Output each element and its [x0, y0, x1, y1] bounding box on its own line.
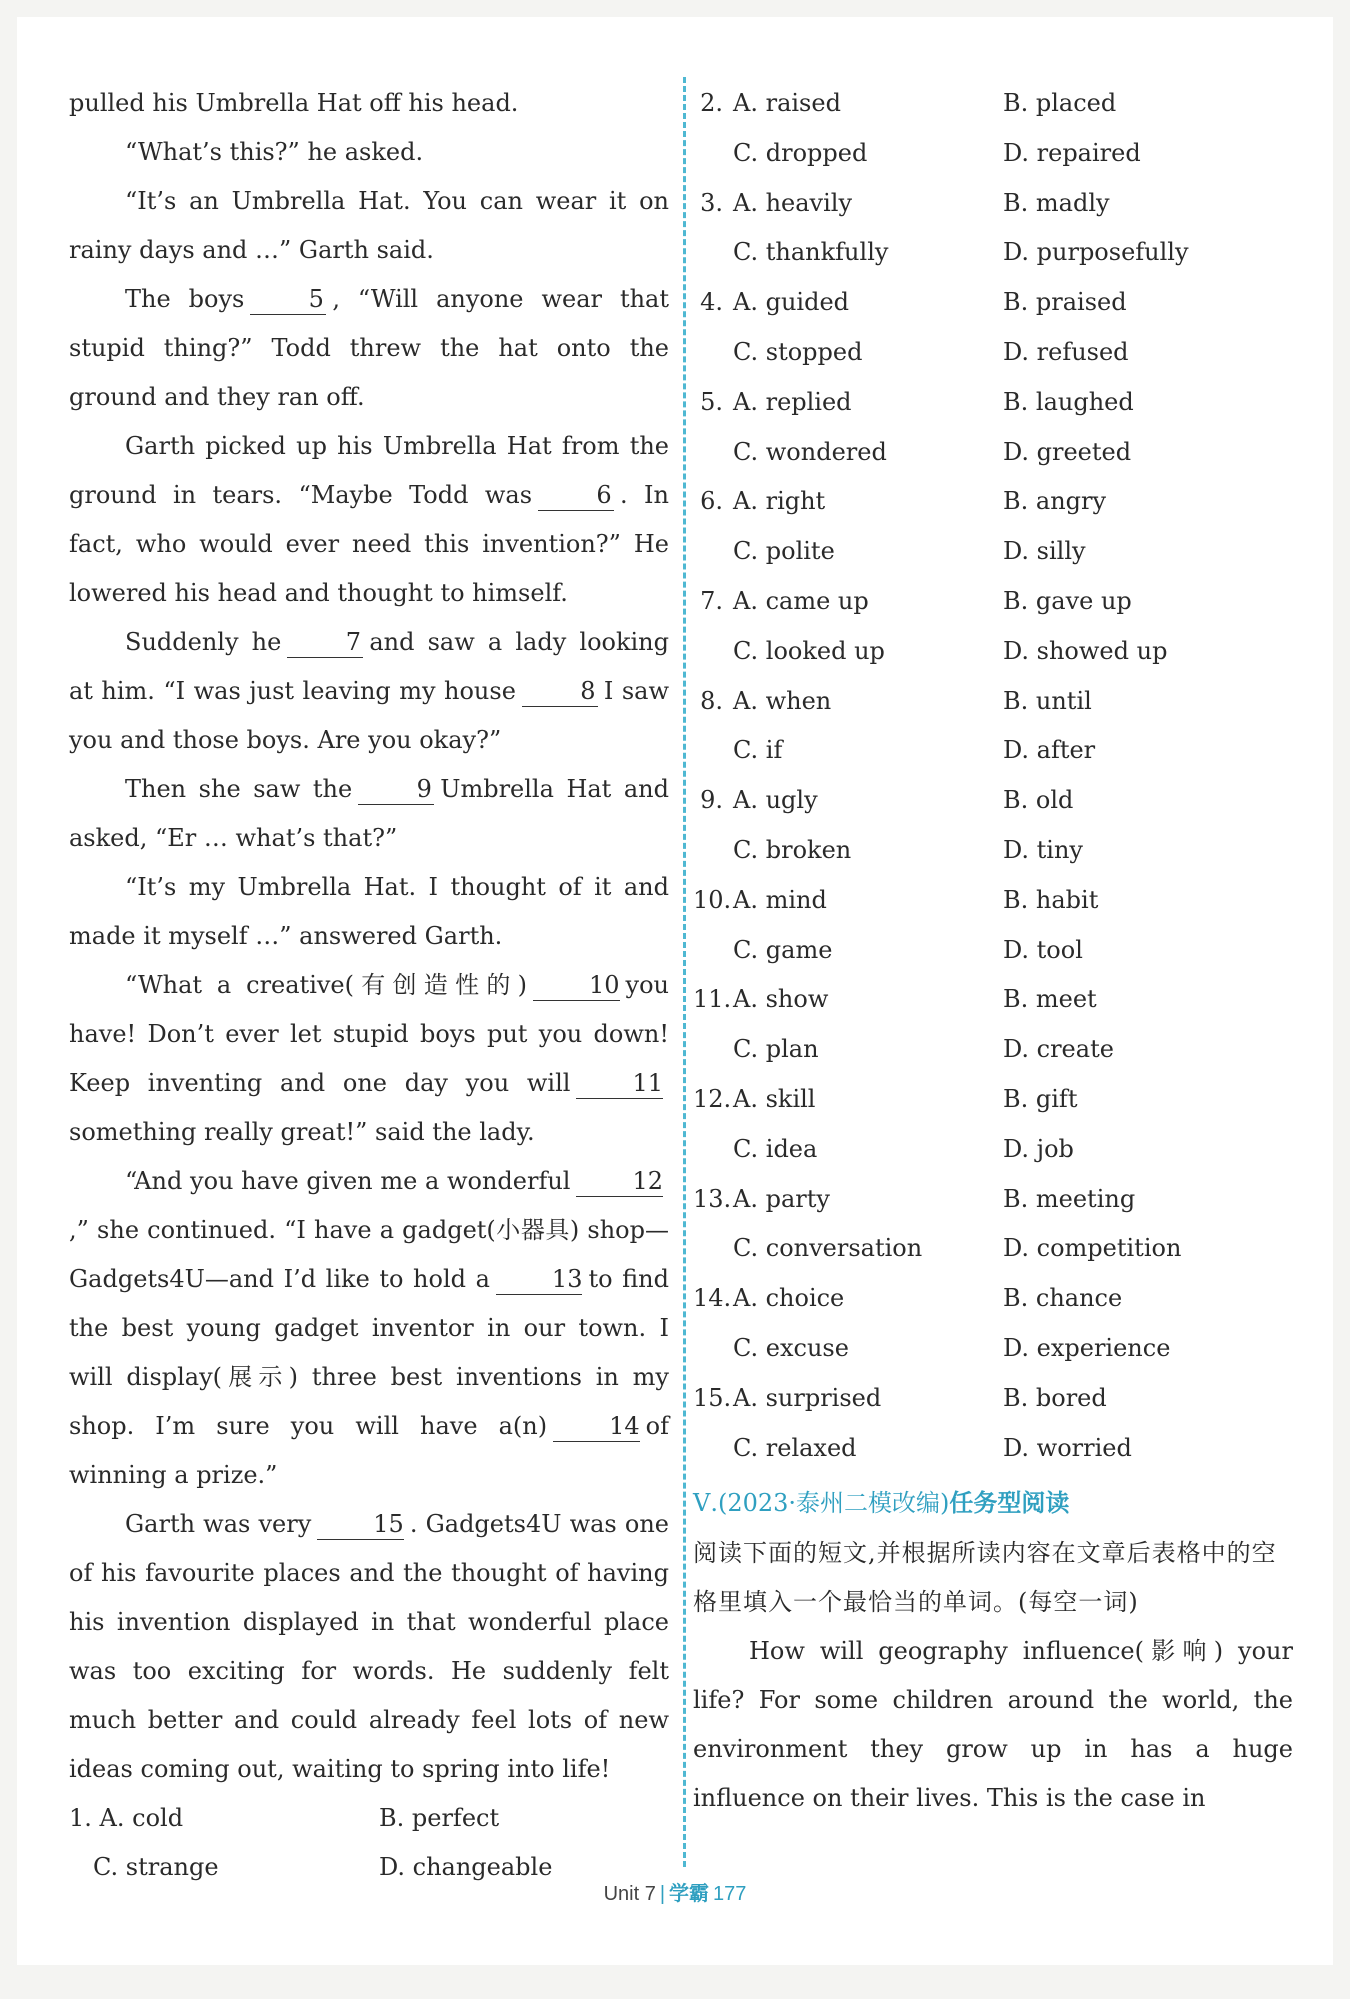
- option-c: C. broken: [733, 835, 852, 864]
- option-a: A. ugly: [733, 786, 818, 815]
- option-b: B. habit: [1003, 885, 1099, 914]
- page-footer: Unit 7 | 学霸 177: [603, 1883, 747, 1905]
- story-paragraph: [69, 422, 669, 618]
- story-text: something really great!” said the lady.: [69, 1118, 535, 1146]
- section-label: Ⅴ.(2023·泰州二模改编): [693, 1489, 950, 1518]
- option-c: C. wondered: [733, 437, 887, 466]
- question-row: [693, 1374, 1293, 1424]
- option-c: C. excuse: [733, 1333, 849, 1362]
- option-d: D. create: [1003, 1035, 1114, 1064]
- option-c: C. stopped: [733, 337, 863, 366]
- question-row-continued: [693, 527, 1293, 577]
- story-text: Garth picked up his Umbrella Hat from the ground in tears. “Maybe Todd was: [69, 432, 669, 509]
- option-c: C. conversation: [733, 1234, 923, 1263]
- option-c: C. dropped: [733, 138, 868, 167]
- footer-page-number: 177: [713, 1883, 747, 1905]
- question-list: [693, 79, 1293, 1473]
- option-a: A. heavily: [733, 188, 853, 217]
- story-text: . Gadgets4U was one of his favourite places and the thought of having his invention displayed in that wonderful place was too exciting for words. He suddenly felt much better and could already feel lots of new ideas coming out, waiting to spring into life!: [69, 1510, 669, 1783]
- option-c: C. game: [733, 935, 833, 964]
- right-column: [693, 79, 1293, 1823]
- story-text: Umbrella Hat and asked, “Er … what’s that?”: [69, 775, 670, 852]
- option-c: C. if: [733, 736, 783, 765]
- option-d: D. repaired: [1003, 138, 1141, 167]
- question-row: [693, 1175, 1293, 1225]
- question-1-row-ab: [69, 1794, 669, 1843]
- option-a: A. when: [733, 686, 832, 715]
- question-1-option-a: 1. A. cold: [69, 1804, 184, 1832]
- option-b: B. praised: [1003, 288, 1127, 317]
- reading-passage: How will geography influence(影响) your life? For some children around the world, the environment they grow up in has a huge influence on their lives. This is the case in: [693, 1637, 1293, 1813]
- option-d: D. purposefully: [1003, 238, 1189, 267]
- option-a: A. mind: [733, 885, 827, 914]
- question-row-continued: [693, 1125, 1293, 1175]
- story-text: Garth was very: [125, 1510, 312, 1538]
- question-number: 12.: [693, 1084, 732, 1113]
- question-row: [693, 577, 1293, 627]
- footer-brand: 学霸: [669, 1883, 710, 1905]
- option-a: A. raised: [733, 89, 841, 117]
- footer-unit: Unit 7: [603, 1883, 656, 1905]
- story-text: “It’s an Umbrella Hat. You can wear it on rainy days and …” Garth said.: [69, 187, 669, 264]
- question-row-continued: [693, 228, 1293, 278]
- answer-blank: 13: [496, 1264, 583, 1295]
- left-column: [69, 79, 669, 1892]
- story-text: and saw a lady looking at him. “I was just leaving my house: [69, 628, 670, 705]
- option-b: B. chance: [1003, 1284, 1123, 1313]
- question-1-option-c: C. strange: [93, 1853, 219, 1881]
- story-text: , “Will anyone wear that stupid thing?” Todd threw the hat onto the ground and they ran off.: [69, 285, 669, 411]
- answer-blank: 6: [538, 480, 614, 511]
- story-paragraph: [69, 1500, 669, 1794]
- question-number: 7.: [700, 586, 723, 615]
- option-d: D. after: [1003, 736, 1096, 765]
- option-d: D. worried: [1003, 1433, 1132, 1462]
- story-text: The boys: [125, 285, 245, 313]
- story-paragraph: [69, 177, 669, 275]
- question-number: 8.: [700, 686, 723, 715]
- option-d: D. refused: [1003, 337, 1129, 366]
- question-row: [693, 477, 1293, 527]
- option-d: D. tool: [1003, 935, 1083, 964]
- story-paragraph: [69, 961, 669, 1157]
- question-number: 14.: [693, 1284, 732, 1313]
- question-row-continued: [693, 1324, 1293, 1374]
- option-d: D. tiny: [1003, 835, 1083, 864]
- story-paragraph: [69, 863, 669, 961]
- answer-blank: 11: [576, 1068, 663, 1099]
- question-number: 5.: [700, 387, 723, 416]
- textbook-page: [17, 17, 1333, 1965]
- question-number: 13.: [693, 1184, 732, 1213]
- option-b: B. meet: [1003, 985, 1097, 1014]
- question-row-continued: [693, 1424, 1293, 1474]
- option-a: A. came up: [733, 586, 869, 615]
- option-d: D. competition: [1003, 1234, 1182, 1263]
- question-row: [693, 876, 1293, 926]
- option-c: C. plan: [733, 1035, 819, 1064]
- question-row: [693, 677, 1293, 727]
- question-row-continued: [693, 1224, 1293, 1274]
- question-row: [693, 1075, 1293, 1125]
- section-heading: [693, 1477, 1293, 1529]
- option-a: A. surprised: [733, 1383, 882, 1412]
- story-text: ,” she continued. “I have a gadget(小器具) shop—Gadgets4U—and I’d like to hold a: [69, 1216, 669, 1293]
- option-b: B. gave up: [1003, 586, 1132, 615]
- option-a: A. replied: [733, 387, 852, 416]
- story-paragraph: [69, 618, 669, 765]
- story-paragraph: [69, 275, 669, 422]
- option-d: D. experience: [1003, 1333, 1171, 1362]
- question-row-continued: [693, 627, 1293, 677]
- question-row: [693, 975, 1293, 1025]
- option-a: A. show: [733, 985, 829, 1014]
- question-row-continued: [693, 926, 1293, 976]
- answer-blank: 12: [576, 1166, 663, 1197]
- option-b: B. gift: [1003, 1084, 1078, 1113]
- question-row: [693, 378, 1293, 428]
- answer-blank: 15: [317, 1509, 404, 1540]
- question-row-continued: [693, 1025, 1293, 1075]
- option-b: B. laughed: [1003, 387, 1134, 416]
- story-text: “What a creative(有创造性的): [125, 971, 527, 999]
- story-text: pulled his Umbrella Hat off his head.: [69, 89, 519, 117]
- question-number: 2.: [700, 89, 723, 117]
- question-number: 10.: [693, 885, 732, 914]
- answer-blank: 10: [533, 970, 620, 1001]
- column-divider: [683, 77, 686, 1867]
- story-text: “What’s this?” he asked.: [125, 138, 424, 166]
- answer-blank: 5: [250, 284, 326, 315]
- question-number: 6.: [700, 487, 723, 516]
- question-number: 15.: [693, 1383, 732, 1412]
- story-text: . In fact, who would ever need this invention?” He lowered his head and thought to himself.: [69, 481, 669, 607]
- option-a: A. party: [733, 1184, 830, 1213]
- story-text: of winning a prize.”: [69, 1412, 669, 1489]
- option-d: D. showed up: [1003, 636, 1168, 665]
- option-a: A. skill: [733, 1084, 816, 1113]
- section-title: 任务型阅读: [949, 1488, 1070, 1518]
- story-paragraph: [69, 1157, 669, 1500]
- option-a: A. guided: [733, 288, 850, 317]
- section-instruction: 阅读下面的短文,并根据所读内容在文章后表格中的空格里填入一个最恰当的单词。(每空一词): [693, 1539, 1277, 1617]
- question-number: 4.: [700, 288, 723, 317]
- question-row: [693, 1274, 1293, 1324]
- question-number: 11.: [693, 985, 732, 1014]
- story-paragraph: [69, 128, 669, 177]
- option-a: A. right: [733, 487, 826, 516]
- option-c: C. relaxed: [733, 1433, 857, 1462]
- option-c: C. looked up: [733, 636, 885, 665]
- option-b: B. madly: [1003, 188, 1110, 217]
- option-b: B. meeting: [1003, 1184, 1136, 1213]
- question-number: 3.: [700, 188, 723, 217]
- option-b: B. placed: [1003, 89, 1117, 117]
- story-text: Suddenly he: [125, 628, 282, 656]
- story-text: “It’s my Umbrella Hat. I thought of it and made it myself …” answered Garth.: [69, 873, 669, 950]
- question-row: [693, 278, 1293, 328]
- option-a: A. choice: [733, 1284, 845, 1313]
- option-d: D. silly: [1003, 537, 1086, 566]
- option-b: B. old: [1003, 786, 1074, 815]
- question-row: [693, 179, 1293, 229]
- option-c: C. thankfully: [733, 238, 889, 267]
- answer-blank: 9: [358, 774, 434, 805]
- story-paragraph: [69, 765, 669, 863]
- story-text: I saw you and those boys. Are you okay?”: [69, 677, 669, 754]
- answer-blank: 14: [553, 1411, 640, 1442]
- story-paragraph: [69, 79, 669, 128]
- question-1-option-d: D. changeable: [379, 1853, 553, 1881]
- option-d: D. greeted: [1003, 437, 1132, 466]
- option-b: B. until: [1003, 686, 1092, 715]
- story-text: Then she saw the: [125, 775, 353, 803]
- question-row: [693, 776, 1293, 826]
- option-d: D. job: [1003, 1134, 1074, 1163]
- story-passage: [69, 79, 669, 1794]
- answer-blank: 7: [287, 627, 363, 658]
- story-text: “And you have given me a wonderful: [125, 1167, 571, 1195]
- option-b: B. bored: [1003, 1383, 1107, 1412]
- answer-blank: 8: [522, 676, 598, 707]
- question-row: [693, 79, 1293, 129]
- option-b: B. angry: [1003, 487, 1107, 516]
- question-row-continued: [693, 726, 1293, 776]
- option-c: C. polite: [733, 537, 835, 566]
- story-text: you have! Don’t ever let stupid boys put you down! Keep inventing and one day you will: [69, 971, 669, 1097]
- option-c: C. idea: [733, 1134, 818, 1163]
- story-text: to find the best young gadget inventor in our town. I will display(展示) three best inventions in my shop. I’m sure you will have a(n): [69, 1265, 669, 1440]
- question-row-continued: [693, 428, 1293, 478]
- question-1-option-b: B. perfect: [379, 1804, 500, 1832]
- question-row-continued: [693, 826, 1293, 876]
- question-row-continued: [693, 328, 1293, 378]
- question-number: 9.: [700, 786, 723, 815]
- question-row-continued: [693, 129, 1293, 179]
